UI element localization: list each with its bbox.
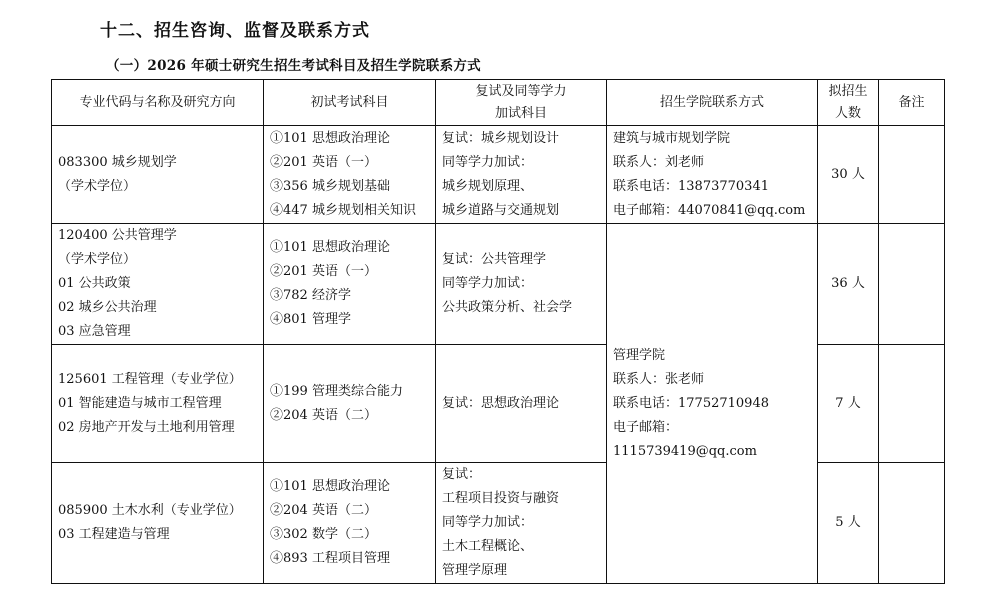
major-line: 03 工程建造与管理 — [58, 527, 170, 542]
contact-line: 建筑与城市规划学院 — [613, 130, 731, 146]
cell-quota: 30 人 — [818, 126, 879, 224]
header-retest-line1: 复试及同等学力 — [475, 83, 567, 99]
exam-line: ③302 数学（二） — [270, 527, 377, 542]
retest-line: 工程项目投资与融资 — [442, 491, 560, 506]
cell-major — [52, 345, 264, 463]
retest-line: 管理学原理 — [442, 563, 508, 578]
cell-initial-exam — [264, 224, 436, 345]
header-contact: 招生学院联系方式 — [607, 80, 818, 126]
cell-quota: 7 人 — [818, 345, 879, 463]
cell-major — [52, 126, 264, 224]
major-line: 03 应急管理 — [58, 324, 131, 339]
exam-line: ②201 英语（一） — [270, 264, 377, 279]
exam-line: ③782 经济学 — [270, 288, 351, 303]
contact-line: 1115739419@qq.com — [613, 443, 757, 459]
contact-line: 联系电话：13873770341 — [613, 178, 769, 194]
major-line: 01 智能建造与城市工程管理 — [58, 395, 222, 411]
retest-line: 复试：城乡规划设计 — [442, 130, 560, 146]
exam-line: ①199 管理类综合能力 — [270, 383, 403, 399]
retest-line: 城乡道路与交通规划 — [442, 202, 560, 218]
section-title: 十二、招生咨询、监督及联系方式 — [100, 21, 370, 41]
table-header-row — [52, 80, 945, 126]
major-line: 120400 公共管理学 — [58, 228, 177, 243]
cell-major — [52, 463, 264, 584]
cell-remarks — [879, 224, 945, 345]
cell-remarks — [879, 463, 945, 584]
contact-line: 联系电话：17752710948 — [613, 395, 769, 411]
cell-contact — [607, 224, 818, 584]
exam-line: ①101 思想政治理论 — [270, 240, 390, 255]
cell-retest — [436, 224, 607, 345]
subsection-title: （一）2026 年硕士研究生招生考试科目及招生学院联系方式 — [106, 58, 481, 74]
contact-line: 管理学院 — [613, 347, 666, 363]
table-row — [52, 126, 945, 224]
header-quota-line2: 人数 — [834, 105, 861, 121]
major-line: 083300 城乡规划学 — [58, 154, 177, 170]
retest-line: 复试：公共管理学 — [442, 252, 547, 267]
major-line: 01 公共政策 — [58, 276, 131, 291]
exam-line: ④893 工程项目管理 — [270, 551, 390, 566]
retest-line: 同等学力加试： — [442, 515, 534, 530]
retest-line: 复试：思想政治理论 — [442, 395, 560, 411]
cell-remarks — [879, 345, 945, 463]
retest-line: 土木工程概论、 — [442, 539, 534, 554]
cell-initial-exam — [264, 463, 436, 584]
exam-line: ①101 思想政治理论 — [270, 130, 390, 146]
major-line: （学术学位） — [58, 252, 137, 267]
cell-retest — [436, 345, 607, 463]
table-row — [52, 224, 945, 345]
header-remarks: 备注 — [879, 80, 945, 126]
exam-line: ③356 城乡规划基础 — [270, 178, 390, 194]
cell-retest — [436, 126, 607, 224]
header-retest-line2: 加试科目 — [494, 105, 547, 121]
header-quota-line1: 拟招生 — [828, 83, 868, 99]
header-initial-exam: 初试考试科目 — [264, 80, 436, 126]
contact-line: 电子邮箱： — [613, 419, 679, 435]
cell-quota: 5 人 — [818, 463, 879, 584]
cell-major — [52, 224, 264, 345]
header-retest — [436, 80, 607, 126]
cell-contact — [607, 126, 818, 224]
cell-remarks — [879, 126, 945, 224]
cell-initial-exam — [264, 126, 436, 224]
cell-retest — [436, 463, 607, 584]
major-line: 125601 工程管理（专业学位） — [58, 371, 242, 387]
exam-line: ②204 英语（二） — [270, 503, 377, 518]
major-line: （学术学位） — [58, 178, 137, 194]
major-line: 02 房地产开发与土地利用管理 — [58, 419, 235, 435]
header-quota — [818, 80, 879, 126]
exam-line: ④447 城乡规划相关知识 — [270, 202, 416, 218]
contact-line: 电子邮箱：44070841@qq.com — [613, 202, 806, 218]
exam-line: ②201 英语（一） — [270, 154, 377, 170]
cell-initial-exam — [264, 345, 436, 463]
exam-line: ④801 管理学 — [270, 312, 351, 327]
retest-line: 复试： — [442, 467, 482, 482]
major-line: 085900 土木水利（专业学位） — [58, 503, 242, 518]
major-line: 02 城乡公共治理 — [58, 300, 157, 315]
cell-quota: 36 人 — [818, 224, 879, 345]
contact-line: 联系人：刘老师 — [613, 154, 705, 170]
retest-line: 公共政策分析、社会学 — [442, 300, 573, 315]
retest-line: 城乡规划原理、 — [442, 178, 534, 194]
admissions-table — [51, 79, 945, 584]
header-major: 专业代码与名称及研究方向 — [52, 80, 264, 126]
exam-line: ②204 英语（二） — [270, 407, 377, 423]
retest-line: 同等学力加试： — [442, 154, 534, 170]
retest-line: 同等学力加试： — [442, 276, 534, 291]
exam-line: ①101 思想政治理论 — [270, 479, 390, 494]
contact-line: 联系人：张老师 — [613, 371, 705, 387]
